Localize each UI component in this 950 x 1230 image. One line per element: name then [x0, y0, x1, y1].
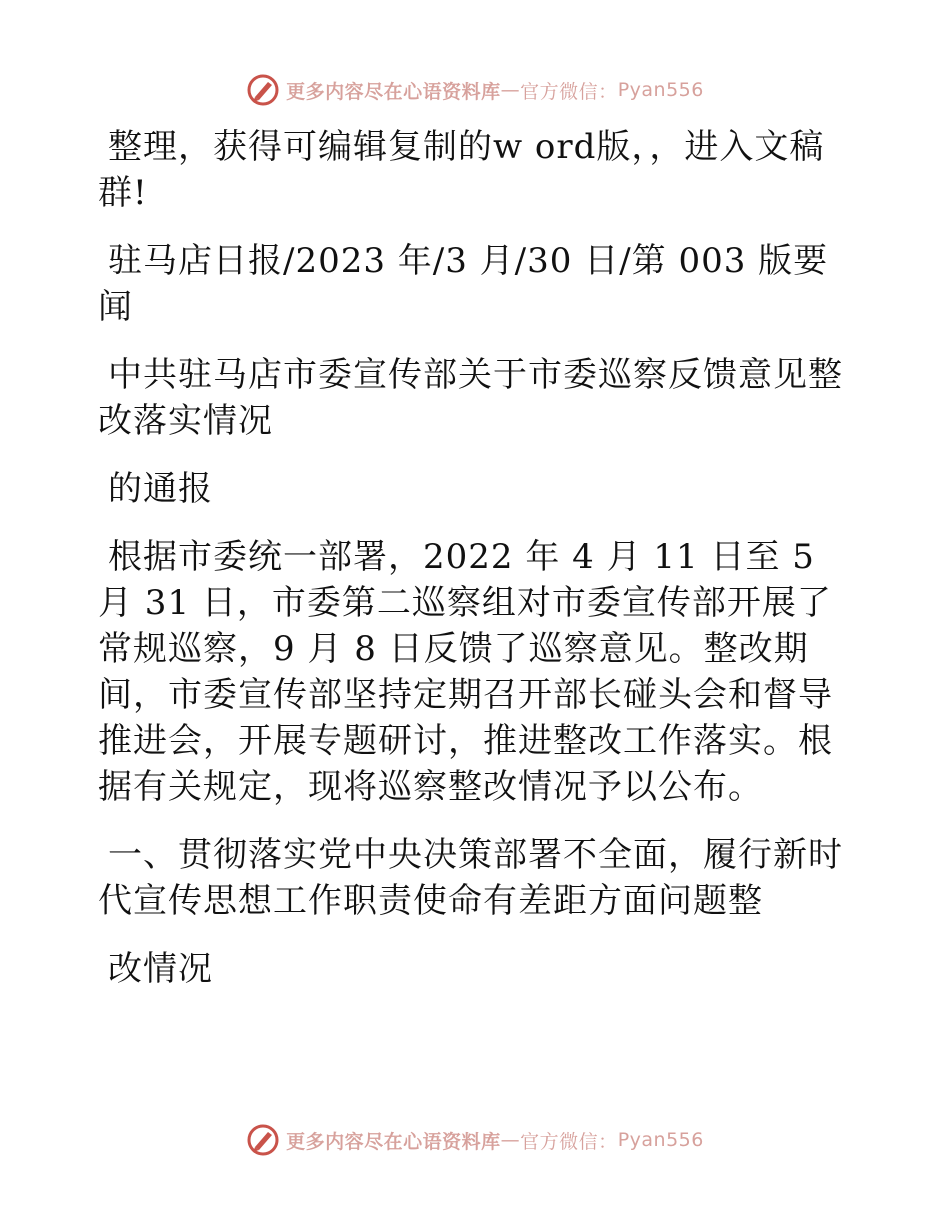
section-heading: 一、贯彻落实党中央决策部署不全面，履行新时代宣传思想工作职责使命有差距方面问题整 — [98, 835, 843, 921]
source-line: 驻马店日报/2023 年/3 月/30 日/第 003 版要闻 — [98, 241, 829, 327]
document-title: 中共驻马店市委宣传部关于市委巡察反馈意见整改落实情况 — [98, 355, 843, 441]
watermark-wechat-id: Pyan556 — [617, 1129, 704, 1151]
body-paragraph: 根据市委统一部署，2022 年 4 月 11 日至 5 月 31 日，市委第二巡察组对市委宣传部开展了常规巡察，9 月 8 日反馈了巡察意见。整改期间，市委宣传部坚持定期召开部长碰头会和督导推进会，开展专题研讨，推进整改工作落实。根据有关规定，现将巡察整改情况予以公布。 — [98, 537, 833, 807]
footer-watermark — [0, 1120, 950, 1160]
watermark-wechat-label: 官方微信： — [520, 80, 618, 103]
pen-logo-icon — [246, 1123, 280, 1157]
watermark-separator: — — [500, 79, 521, 101]
watermark-brand: 更多内容尽在心语资料库 — [286, 1130, 501, 1153]
watermark-brand: 更多内容尽在心语资料库 — [286, 80, 501, 103]
watermark-wechat-label: 官方微信： — [520, 1130, 618, 1153]
header-watermark — [0, 70, 950, 110]
intro-paragraph: 整理，获得可编辑复制的w ord版，，进入文稿群! — [98, 127, 825, 213]
document-body — [98, 118, 858, 992]
document-title-continued: 的通报 — [108, 469, 213, 509]
section-heading-continued: 改情况 — [108, 949, 213, 989]
watermark-wechat-id: Pyan556 — [617, 79, 704, 101]
watermark-separator: — — [500, 1129, 521, 1151]
pen-logo-icon — [246, 73, 280, 107]
